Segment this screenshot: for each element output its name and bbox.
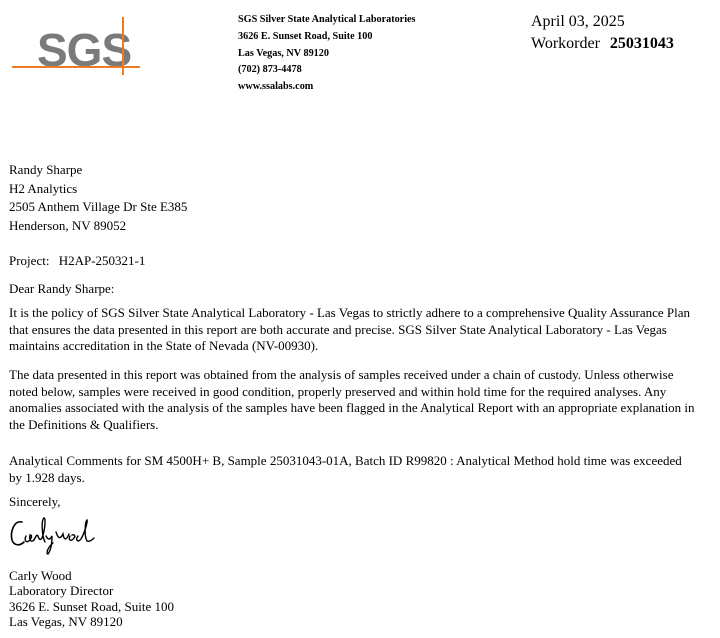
- paragraph-qa-policy: [9, 305, 713, 355]
- signer-block: [9, 568, 174, 630]
- lab-phone: (702) 873-4478: [238, 64, 302, 76]
- workorder: [531, 35, 674, 53]
- recipient-company: H2 Analytics: [9, 180, 78, 196]
- paragraph-line: maintains accreditation in the State of Nevada (NV-00930).: [9, 338, 319, 353]
- lab-street: 3626 E. Sunset Road, Suite 100: [238, 30, 373, 42]
- salutation: Dear Randy Sharpe:: [9, 281, 115, 296]
- paragraph-line: anomalies associated with the analysis of the samples have been flagged in the Analytical Report with an appropriate explanation in: [9, 400, 695, 415]
- workorder-label: Workorder: [531, 35, 600, 52]
- paragraph-line: that ensures the data presented in this report are both accurate and precise. SGS Silver State Analytical Laboratory - Las Vegas: [9, 321, 667, 337]
- signer-title: Laboratory Director: [9, 583, 114, 599]
- handwritten-signature: [8, 510, 98, 556]
- paragraph-custody: [9, 367, 713, 433]
- project-value: H2AP-250321-1: [58, 253, 146, 268]
- sgs-logo: [10, 16, 142, 76]
- report-date: April 03, 2025: [531, 13, 625, 30]
- closing: Sincerely,: [9, 494, 61, 509]
- paragraph-line: the Definitions & Qualifiers.: [9, 416, 159, 432]
- lab-city: Las Vegas, NV 89120: [238, 47, 329, 59]
- project-label: Project:: [9, 253, 50, 268]
- sgs-logo-graphic: [10, 16, 142, 76]
- paragraph-line: Analytical Comments for SM 4500H+ B, Sample 25031043-01A, Batch ID R99820 : Analytical Method hold time was exceeded: [9, 453, 682, 468]
- recipient-address: [9, 161, 187, 235]
- lab-header: [238, 12, 416, 96]
- paragraph-comments: [9, 453, 713, 486]
- signer-city: Las Vegas, NV 89120: [9, 614, 123, 630]
- signer-name: Carly Wood: [9, 568, 72, 583]
- lab-name: SGS Silver State Analytical Laboratories: [238, 14, 416, 25]
- recipient-city: Henderson, NV 89052: [9, 217, 127, 233]
- paragraph-line: It is the policy of SGS Silver State Analytical Laboratory - Las Vegas to strictly adhere to a comprehensive Quality Assurance Plan: [9, 305, 691, 320]
- signature-graphic: [8, 510, 98, 556]
- paragraph-line: by 1.928 days.: [9, 469, 85, 485]
- recipient-street: 2505 Anthem Village Dr Ste E385: [9, 199, 188, 214]
- signer-street: 3626 E. Sunset Road, Suite 100: [9, 598, 175, 614]
- project-line: [9, 252, 145, 271]
- lab-website: www.ssalabs.com: [238, 81, 314, 93]
- paragraph-line: noted below, samples were received in good condition, properly preserved and within hold time for the required analyses. Any: [9, 383, 667, 399]
- svg-text:SGS: SGS: [37, 24, 132, 76]
- workorder-number: 25031043: [609, 35, 674, 52]
- recipient-name: Randy Sharpe: [9, 162, 83, 177]
- paragraph-line: The data presented in this report was obtained from the analysis of samples received under a chain of custody. Unless otherwise: [9, 367, 674, 382]
